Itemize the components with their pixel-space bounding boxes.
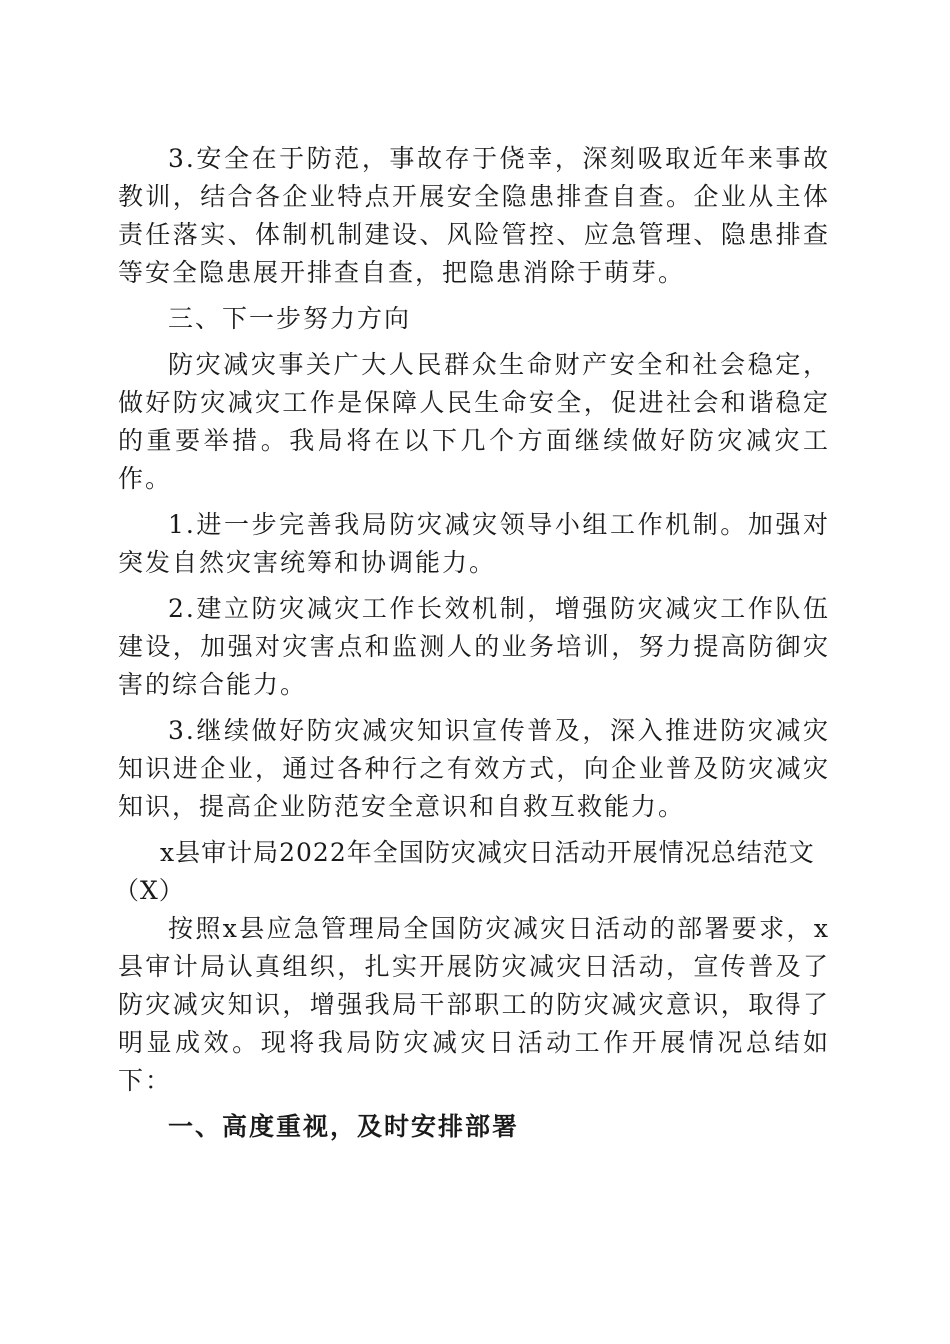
heading-section3: 三、下一步努力方向: [168, 304, 412, 333]
paragraph-section3-item3: 3.继续做好防灾减灾知识宣传普及，深入推进防灾减灾知识进企业，通过各种行之有效方式，向企业普及防灾减灾知识，提高企业防范安全意识和自救互救能力。: [118, 716, 830, 821]
paragraph-article2-intro: 按照x县应急管理局全国防灾减灾日活动的部署要求，x县审计局认真组织，扎实开展防灾减灾日活动，宣传普及了防灾减灾知识，增强我局干部职工的防灾减灾意识，取得了明显成效。现将我局防灾减灾日活动工作开展情况总结如下：: [118, 914, 830, 1095]
paragraph-section3-item2: 2.建立防灾减灾工作长效机制，增强防灾减灾工作队伍建设，加强对灾害点和监测人的业务培训，努力提高防御灾害的综合能力。: [118, 594, 830, 699]
document-body: [114, 140, 830, 1146]
paragraph-section2-item3: 3.安全在于防范，事故存于侥幸，深刻吸取近年来事故教训，结合各企业特点开展安全隐患排查自查。企业从主体责任落实、体制机制建设、风险管控、应急管理、隐患排查等安全隐患展开排查自查，把隐患消除于萌芽。: [118, 144, 830, 287]
paragraph-section3-item1: 1.进一步完善我局防灾减灾领导小组工作机制。加强对突发自然灾害统筹和协调能力。: [118, 510, 830, 577]
paragraph-section3-intro: 防灾减灾事关广大人民群众生命财产安全和社会稳定，做好防灾减灾工作是保障人民生命安全，促进社会和谐稳定的重要举措。我局将在以下几个方面继续做好防灾减灾工作。: [118, 350, 830, 493]
heading-article2-section1: 一、高度重视，及时安排部署: [168, 1112, 520, 1141]
article-title-suffix: （X）: [114, 876, 185, 905]
article-title: [114, 834, 830, 910]
article-title-text: x县审计局2022年全国防灾减灾日活动开展情况总结范文: [160, 838, 815, 867]
